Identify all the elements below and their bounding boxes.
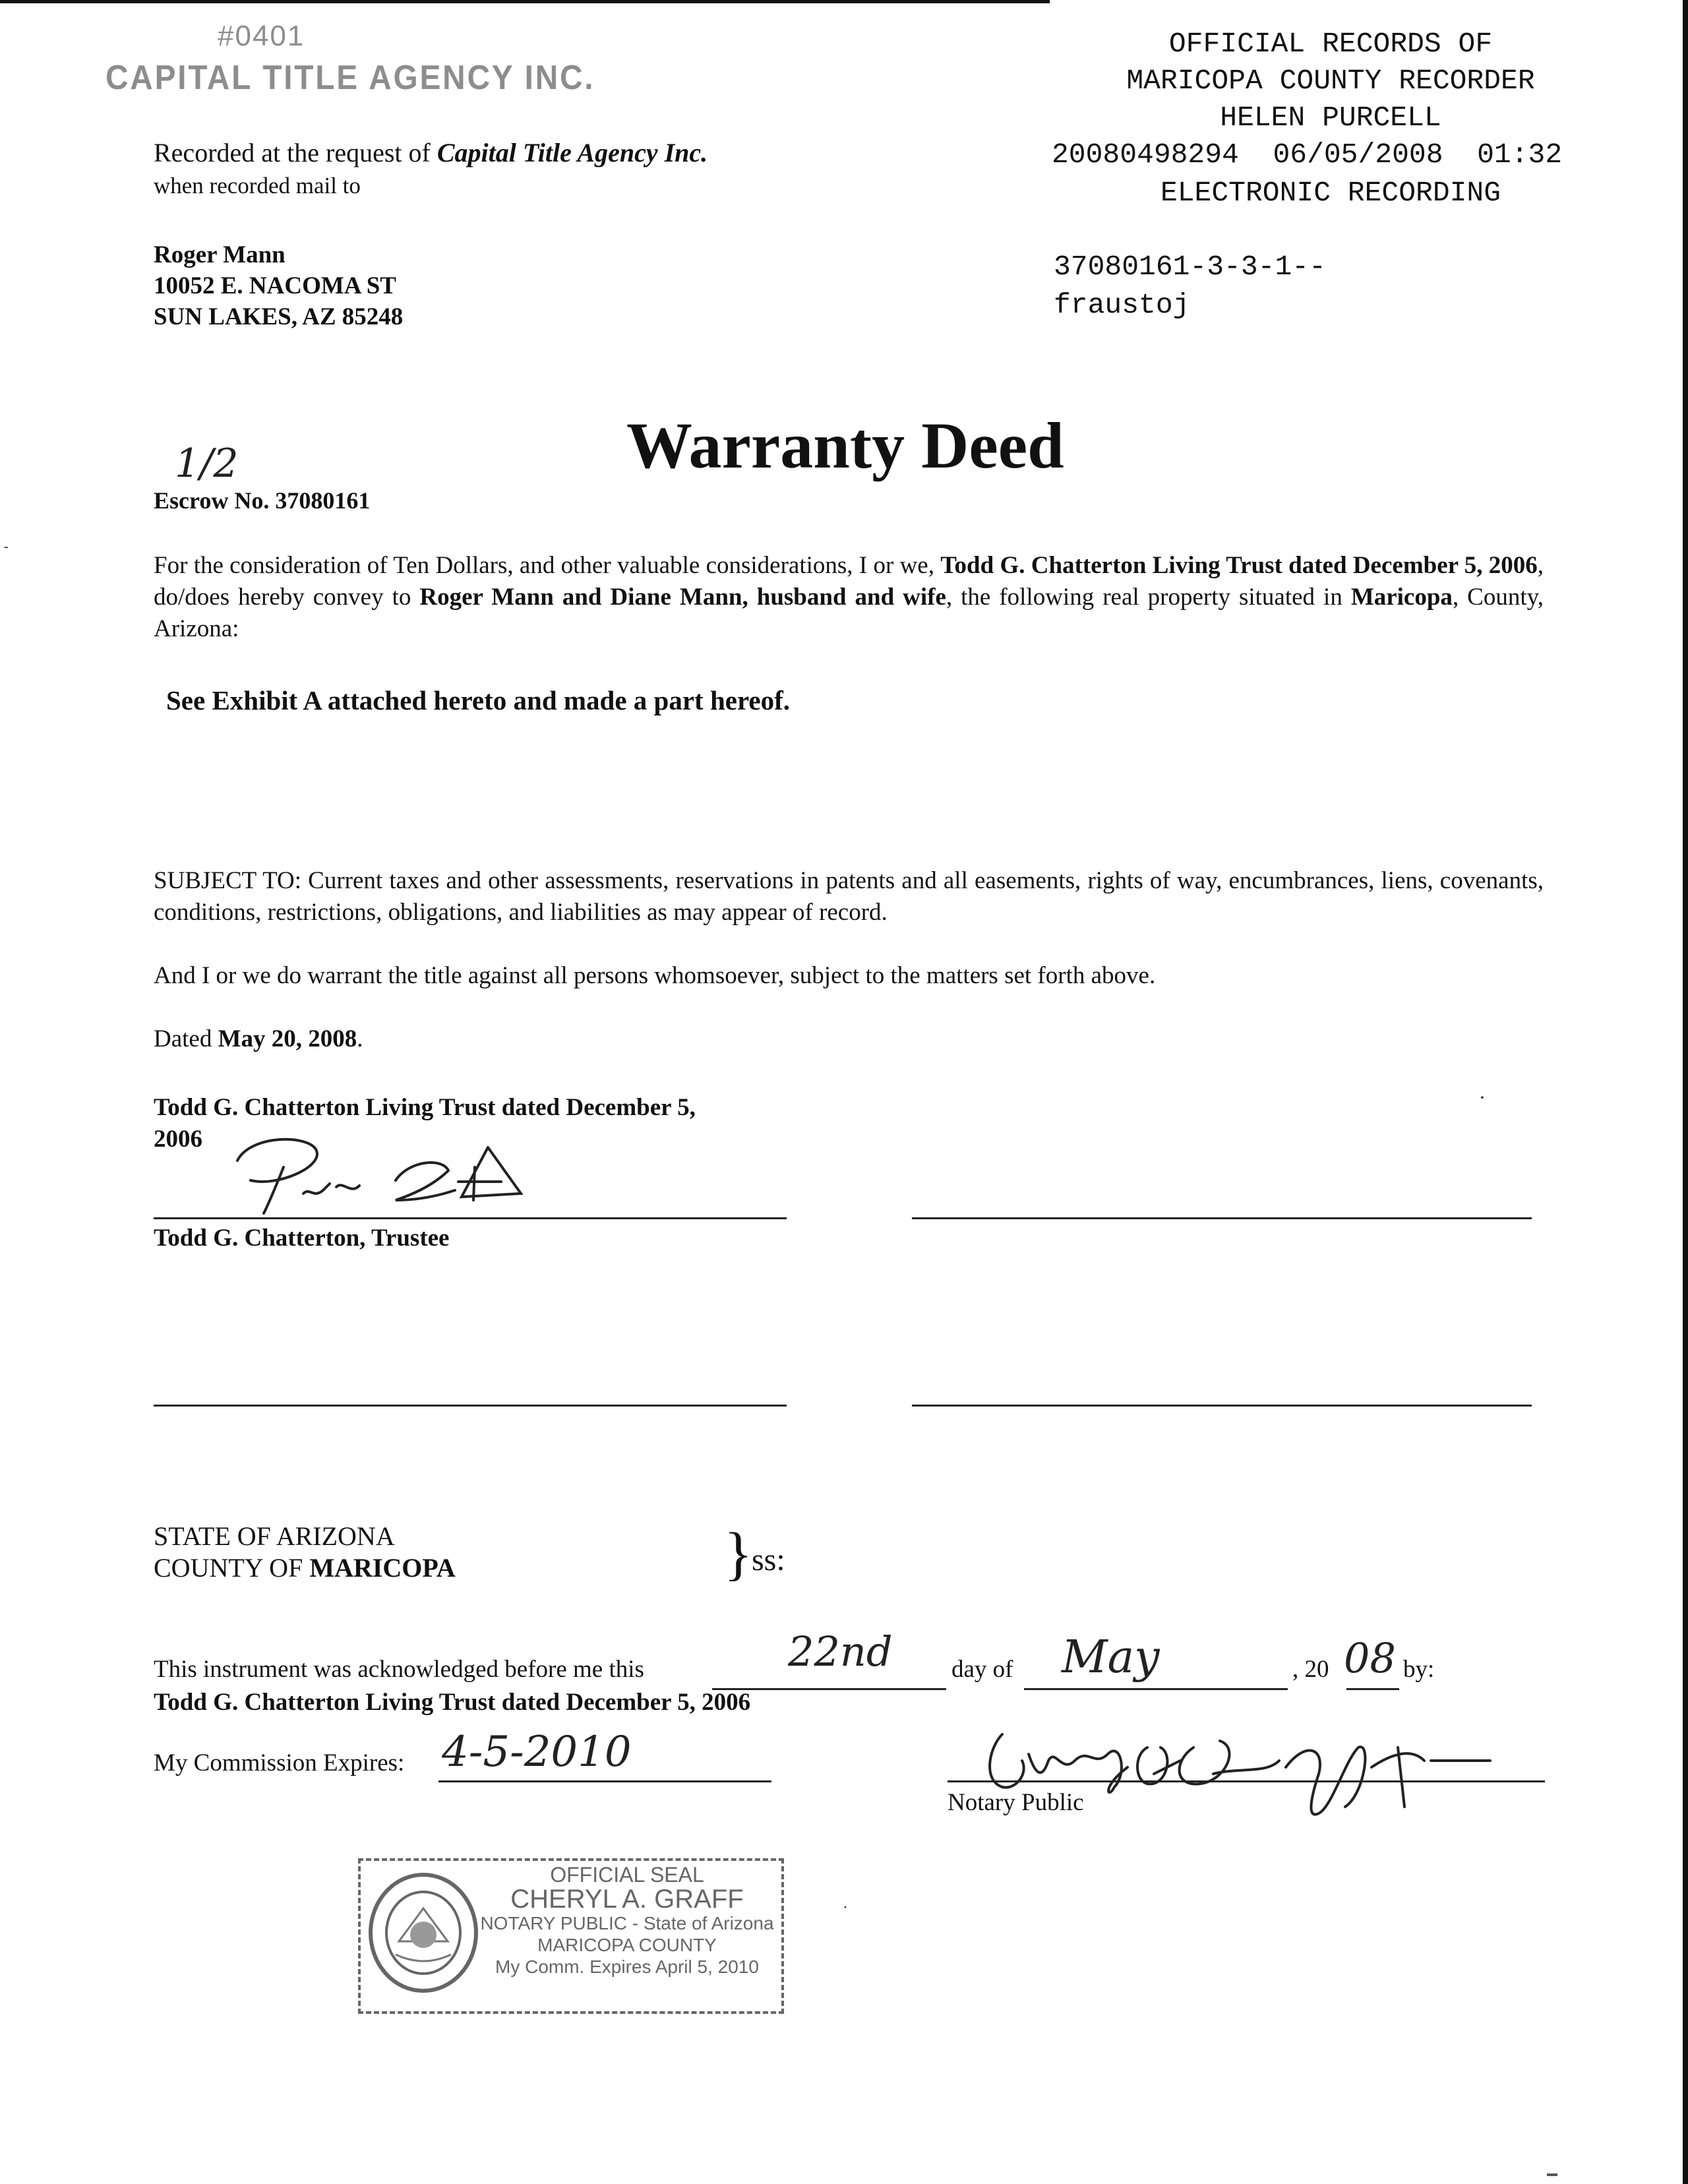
stray-mark: ·	[1479, 1087, 1486, 1108]
trustee-signature-line	[154, 1217, 787, 1219]
subject-to-paragraph: SUBJECT TO: Current taxes and other assessments, reservations in patents and all easements, rights of way, encumbrances, liens, covenants, conditions, restrictions, obligations, and liabilities as may appear of record.	[154, 867, 1544, 926]
seal-line-1: OFFICIAL SEAL	[550, 1863, 704, 1887]
trustee-name: Todd G. Chatterton, Trustee	[154, 1225, 450, 1252]
mail-to-name: Roger Mann	[154, 241, 286, 268]
notary-public-label: Notary Public	[948, 1789, 1084, 1816]
mail-to-label: when recorded mail to	[154, 173, 361, 198]
acknowledged-party: Todd G. Chatterton Living Trust dated December 5, 2006	[154, 1689, 751, 1716]
handwritten-day: 22nd	[788, 1627, 893, 1676]
dated-line	[154, 1023, 1544, 1055]
fourth-signature-line	[912, 1405, 1532, 1407]
warranty-paragraph: And I or we do warrant the title against all persons whomsoever, subject to the matters set forth above.	[154, 962, 1156, 989]
venue-brace: }	[724, 1521, 753, 1587]
dated-prefix: Dated	[154, 1025, 218, 1052]
recorded-request-line	[154, 137, 708, 168]
recorded-request-prefix: Recorded at the request of	[154, 138, 437, 167]
recorder-name: HELEN PURCELL	[1220, 102, 1441, 134]
seal-line-3: NOTARY PUBLIC - State of Arizona	[480, 1913, 774, 1933]
grantor-name: Todd G. Chatterton Living Trust dated December 5, 2006	[940, 552, 1538, 579]
year-prefix: , 20	[1292, 1656, 1329, 1683]
recorder-line-2: MARICOPA COUNTY RECORDER	[1126, 65, 1535, 97]
handwritten-year: 08	[1344, 1634, 1396, 1682]
consideration-paragraph	[154, 550, 1544, 645]
state-seal-emblem	[366, 1869, 481, 1997]
acknowledgment-text: This instrument was acknowledged before me this	[154, 1656, 644, 1683]
handwritten-commission-date: 4-5-2010	[442, 1728, 632, 1776]
consideration-text-1: For the consideration of Ten Dollars, and other valuable considerations, I or we,	[154, 552, 941, 579]
grantee-names: Roger Mann and Diane Mann, husband and wife	[419, 584, 946, 611]
document-title: Warranty Deed	[626, 409, 1064, 482]
recording-type: ELECTRONIC RECORDING	[1160, 177, 1501, 209]
consideration-text-4: , County, Arizona:	[154, 584, 1544, 642]
notary-seal-text	[475, 1864, 779, 1978]
mail-to-city: SUN LAKES, AZ 85248	[154, 303, 404, 330]
commission-label: My Commission Expires:	[154, 1749, 405, 1776]
venue-county-line	[154, 1552, 456, 1583]
right-scan-edge	[1683, 0, 1688, 2184]
venue-county: MARICOPA	[309, 1553, 456, 1583]
notary-signature-line	[948, 1780, 1545, 1782]
signatory-trust-line-1: Todd G. Chatterton Living Trust dated December 5,	[154, 1094, 696, 1121]
venue-county-prefix: COUNTY OF	[154, 1553, 310, 1583]
bottom-scan-mark	[1547, 2173, 1557, 2176]
consideration-text-3: , the following real property situated in	[946, 584, 1351, 611]
trustee-signature	[198, 1121, 673, 1227]
exhibit-reference: See Exhibit A attached hereto and made a part hereof.	[166, 685, 791, 715]
day-of-label: day of	[951, 1656, 1013, 1683]
escrow-number: Escrow No. 37080161	[154, 487, 371, 514]
file-stamp-number: #0401	[218, 20, 305, 52]
commission-blank-line	[438, 1780, 771, 1782]
second-signature-line	[912, 1217, 1532, 1219]
handwritten-month: May	[1062, 1631, 1160, 1684]
venue-ss: ss:	[752, 1542, 785, 1577]
property-county: Maricopa	[1350, 584, 1453, 611]
recording-clerk: fraustoj	[1054, 289, 1190, 321]
agency-stamp: CAPITAL TITLE AGENCY INC.	[106, 59, 595, 97]
seal-expiry: My Comm. Expires April 5, 2010	[495, 1957, 759, 1977]
margin-tick: -	[4, 539, 9, 554]
recording-agency: Capital Title Agency Inc.	[437, 138, 708, 167]
handwritten-page-mark: 1/2	[175, 440, 239, 487]
dated-date: May 20, 2008	[218, 1025, 357, 1052]
consideration-text-2: , do/does hereby convey to	[154, 552, 1544, 611]
seal-county: MARICOPA COUNTY	[537, 1935, 717, 1955]
dated-suffix: .	[357, 1025, 363, 1052]
seal-stray-mark: ·	[843, 1899, 848, 1916]
top-border-rule	[0, 0, 1050, 3]
recorder-line-1: OFFICIAL RECORDS OF	[1168, 28, 1493, 60]
seal-notary-name: CHERYL A. GRAFF	[510, 1885, 744, 1914]
recording-reference: 37080161-3-3-1--	[1054, 251, 1326, 283]
venue-state: STATE OF ARIZONA	[154, 1521, 395, 1551]
signatory-trust-line-2: 2006	[154, 1126, 202, 1153]
by-label: by:	[1403, 1656, 1435, 1683]
mail-to-street: 10052 E. NACOMA ST	[154, 272, 396, 299]
recording-number-date: 20080498294 06/05/2008 01:32	[1052, 138, 1563, 171]
third-signature-line	[154, 1405, 787, 1407]
